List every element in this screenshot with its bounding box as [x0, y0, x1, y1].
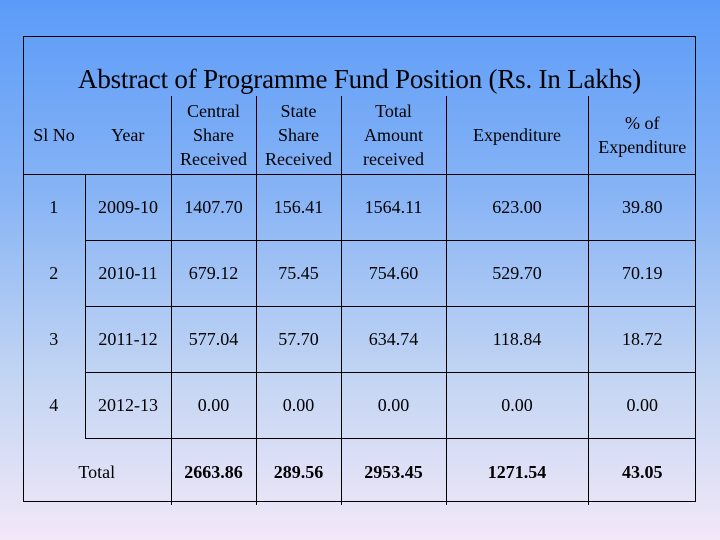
total-state: 289.56	[256, 439, 341, 506]
totals-label: Total	[23, 439, 171, 506]
cell-central: 0.00	[171, 373, 256, 439]
cell-central: 679.12	[171, 241, 256, 307]
header-total-line1: Total	[375, 101, 412, 121]
header-central-line1: Central	[187, 101, 240, 121]
header-expenditure: Expenditure	[446, 96, 588, 175]
cell-expenditure: 529.70	[446, 241, 588, 307]
cell-sl: 3	[49, 329, 59, 349]
cell-expenditure: 623.00	[446, 175, 588, 241]
table-row	[23, 307, 696, 373]
cell-pct: 39.80	[588, 175, 696, 241]
cell-sl: 1	[23, 175, 85, 241]
total-pct: 43.05	[588, 439, 696, 506]
cell-total: 754.60	[341, 241, 446, 307]
header-state-share	[256, 96, 341, 175]
total-expenditure: 1271.54	[446, 439, 588, 506]
header-pct-line2: Expenditure	[598, 137, 687, 157]
header-total-amount	[341, 96, 446, 175]
cell-expenditure: 118.84	[446, 307, 588, 373]
header-state-line1: State	[280, 101, 317, 121]
header-pct-expenditure	[588, 96, 696, 175]
cell-year: 2011-12	[85, 307, 171, 373]
header-sl-no: Sl No	[23, 96, 85, 175]
header-row	[23, 96, 696, 175]
cell-central: 1407.70	[171, 175, 256, 241]
cell-state: 156.41	[256, 175, 341, 241]
header-total-line2: Amount	[363, 125, 423, 145]
cell-total: 1564.11	[341, 175, 446, 241]
header-central-line3: Received	[180, 149, 247, 169]
header-state-line2: Share	[278, 125, 319, 145]
table-row	[23, 373, 696, 439]
cell-sl: 4	[49, 395, 59, 415]
cell-central: 577.04	[171, 307, 256, 373]
header-central-share	[171, 96, 256, 175]
fund-position-table	[23, 96, 696, 505]
cell-year: 2010-11	[85, 241, 171, 307]
totals-row	[23, 439, 696, 506]
cell-total: 634.74	[341, 307, 446, 373]
cell-state: 75.45	[256, 241, 341, 307]
cell-state: 57.70	[256, 307, 341, 373]
cell-pct: 0.00	[588, 373, 696, 439]
table-row	[23, 241, 696, 307]
cell-sl: 2	[49, 263, 59, 283]
table-row	[23, 175, 696, 241]
cell-pct: 18.72	[588, 307, 696, 373]
header-year: Year	[85, 96, 171, 175]
cell-pct: 70.19	[588, 241, 696, 307]
cell-year: 2012-13	[85, 373, 171, 439]
cell-expenditure: 0.00	[446, 373, 588, 439]
header-total-line3: received	[363, 149, 424, 169]
cell-year: 2009-10	[85, 175, 171, 241]
total-amount: 2953.45	[341, 439, 446, 506]
total-central: 2663.86	[171, 439, 256, 506]
cell-state: 0.00	[256, 373, 341, 439]
header-pct-line1: % of	[625, 113, 660, 133]
slide-title: Abstract of Programme Fund Position (Rs. In Lakhs)	[78, 64, 641, 94]
cell-total: 0.00	[341, 373, 446, 439]
header-central-line2: Share	[193, 125, 234, 145]
header-state-line3: Received	[265, 149, 332, 169]
